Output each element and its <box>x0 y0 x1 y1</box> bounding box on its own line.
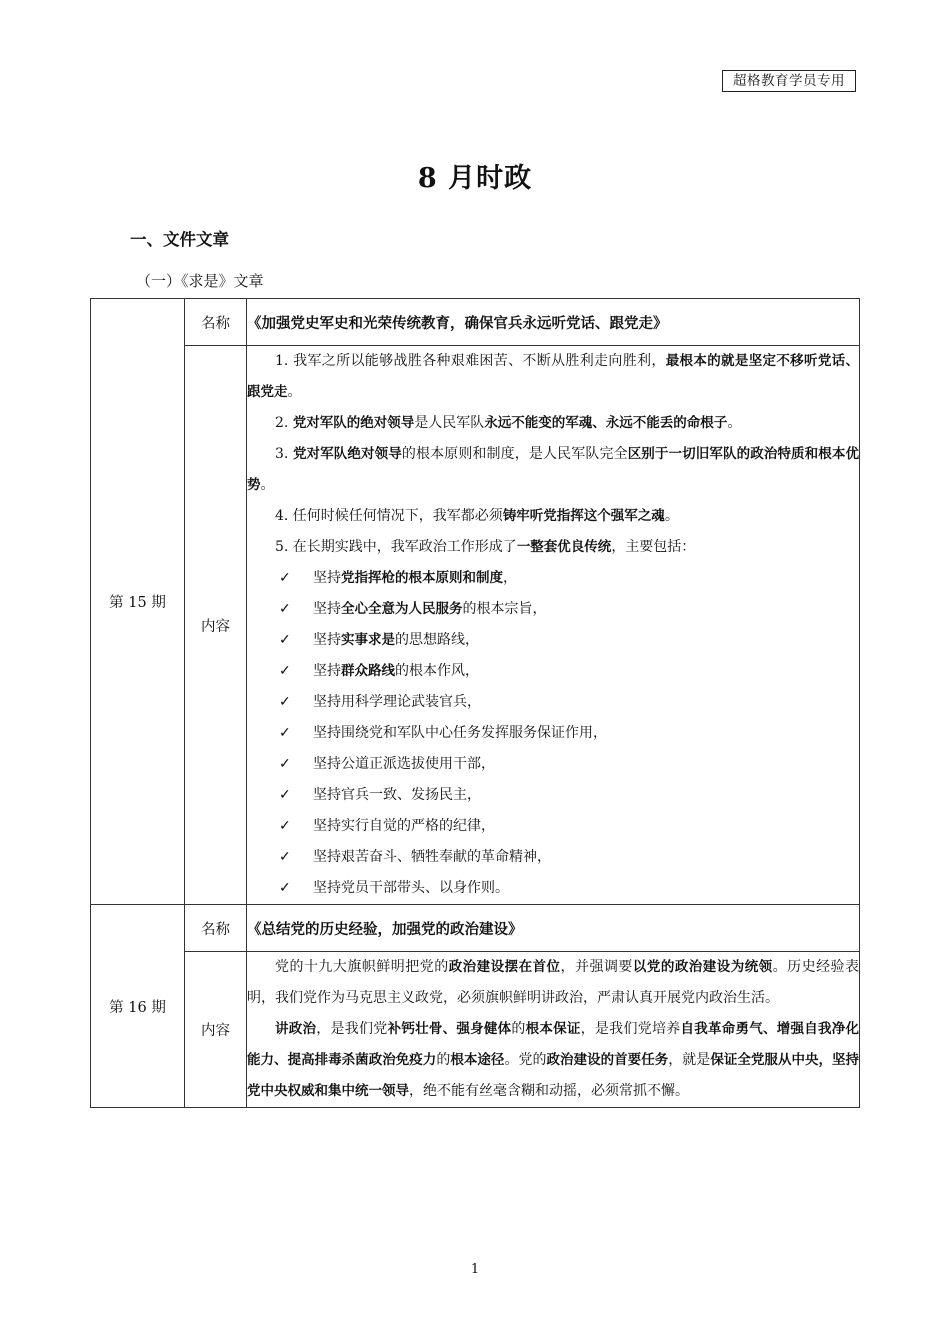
tradition-item: ✓ 坚持党员干部带头、以身作则。 <box>247 873 859 904</box>
checkmark-icon: ✓ <box>279 756 291 772</box>
sub-heading: （一）《求是》文章 <box>136 272 264 290</box>
tradition-item: ✓ 坚持艰苦奋斗、牺牲奉献的革命精神， <box>247 842 859 873</box>
issue-15-content <box>247 346 860 905</box>
issue-15-point-2: 2. 党对军队的绝对领导是人民军队永远不能变的军魂、永远不能丢的命根子。 <box>275 415 742 431</box>
checkmark-icon: ✓ <box>279 787 291 803</box>
issue-16-paragraph-2: 讲政治，是我们党补钙壮骨、强身健体的根本保证，是我们党培养自我革命勇气、增强自我净化能力、提高排毒杀菌政治免疫力的根本途径。党的政治建设的首要任务，就是保证全党服从中央，坚持党中央权威和集中统一领导，绝不能有丝毫含糊和动摇，必须常抓不懈。 <box>247 1021 860 1099</box>
checkmark-icon: ✓ <box>279 601 291 617</box>
document-title: 8 月时政 <box>417 163 533 194</box>
issue-15-point-4: 4. 任何时候任何情况下，我军都必须铸牢听党指挥这个强军之魂。 <box>275 508 679 524</box>
section-heading: 一、文件文章 <box>130 230 229 249</box>
tradition-item: ✓ 坚持官兵一致、发扬民主， <box>247 780 859 811</box>
issue-16-content-label: 内容 <box>185 952 247 1108</box>
checkmark-icon: ✓ <box>279 725 291 741</box>
issue-16-title-row <box>91 905 860 952</box>
issue-16-article-title: 《总结党的历史经验，加强党的政治建设》 <box>247 905 860 952</box>
tradition-item: ✓ 坚持用科学理论武装官兵， <box>247 687 859 718</box>
tradition-item: ✓ 坚持实行自觉的严格的纪律， <box>247 811 859 842</box>
tradition-item: ✓ 坚持群众路线的根本作风， <box>247 656 859 687</box>
checkmark-icon: ✓ <box>279 632 291 648</box>
qiushi-articles-table <box>90 298 860 1108</box>
issue-15-point-1: 1. 我军之所以能够战胜各种艰难困苦、不断从胜利走向胜利，最根本的就是坚定不移听党话、跟党走。 <box>247 353 860 400</box>
issue-16-content <box>247 952 860 1108</box>
issue-15-point-3: 3. 党对军队绝对领导的根本原则和制度，是人民军队完全区别于一切旧军队的政治特质和根本优势。 <box>247 446 860 493</box>
checkmark-icon: ✓ <box>279 694 291 710</box>
issue-15-title-row <box>91 299 860 346</box>
issue-16-cell: 第 16 期 <box>91 905 185 1108</box>
issue-15-cell: 第 15 期 <box>91 299 185 905</box>
tradition-item: ✓ 坚持围绕党和军队中心任务发挥服务保证作用， <box>247 718 859 749</box>
checkmark-icon: ✓ <box>279 880 291 896</box>
issue-16-paragraph-1: 党的十九大旗帜鲜明把党的政治建设摆在首位，并强调要以党的政治建设为统领。历史经验表明，我们党作为马克思主义政党，必须旗帜鲜明讲政治，严肃认真开展党内政治生活。 <box>247 959 860 1006</box>
issue-15-point-5: 5. 在长期实践中，我军政治工作形成了一整套优良传统，主要包括： <box>275 539 696 555</box>
tradition-item: ✓ 坚持党指挥枪的根本原则和制度， <box>247 563 859 594</box>
page-number: 1 <box>470 1262 480 1277</box>
checkmark-icon: ✓ <box>279 570 291 586</box>
student-only-badge: 超格教育学员专用 <box>722 70 856 92</box>
checkmark-icon: ✓ <box>279 849 291 865</box>
tradition-item: ✓ 坚持实事求是的思想路线， <box>247 625 859 656</box>
issue-15-content-label: 内容 <box>185 346 247 905</box>
checkmark-icon: ✓ <box>279 818 291 834</box>
issue-15-name-label: 名称 <box>185 299 247 346</box>
tradition-item: ✓ 坚持公道正派选拔使用干部， <box>247 749 859 780</box>
issue-16-content-row <box>91 952 860 1108</box>
issue-16-name-label: 名称 <box>185 905 247 952</box>
issue-15-article-title: 《加强党史军史和光荣传统教育，确保官兵永远听党话、跟党走》 <box>247 299 860 346</box>
tradition-item: ✓ 坚持全心全意为人民服务的根本宗旨， <box>247 594 859 625</box>
checkmark-icon: ✓ <box>279 663 291 679</box>
issue-15-content-row <box>91 346 860 905</box>
